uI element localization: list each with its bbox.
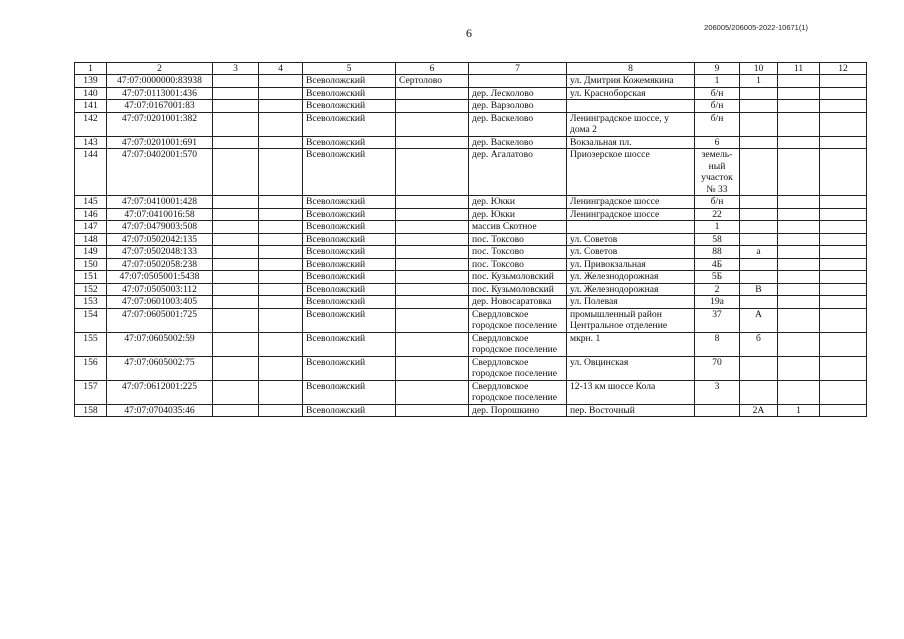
house-number-cell: 8 <box>695 332 740 356</box>
district-cell: Всеволожский <box>303 221 396 234</box>
cell-col4 <box>259 87 303 100</box>
cell-col11 <box>778 149 820 196</box>
row-number: 153 <box>75 296 107 309</box>
cell-col3 <box>213 308 259 332</box>
district-cell: Всеволожский <box>303 271 396 284</box>
table-row <box>75 246 867 259</box>
row-number: 154 <box>75 308 107 332</box>
settlement-cell: пос. Токсово <box>469 246 567 259</box>
street-cell: Ленинградское шоссе, у дома 2 <box>567 112 695 136</box>
cell-col12 <box>820 196 867 209</box>
cell-col11 <box>778 75 820 88</box>
house-number-cell <box>695 404 740 417</box>
cadastral-number: 47:07:0601003:405 <box>107 296 213 309</box>
building-cell: 2А <box>740 404 778 417</box>
settlement-cell: дер. Юкки <box>469 208 567 221</box>
cadastral-number: 47:07:0502048:133 <box>107 246 213 259</box>
town-cell <box>396 208 469 221</box>
cadastral-number: 47:07:0201001:382 <box>107 112 213 136</box>
building-cell <box>740 112 778 136</box>
town-cell <box>396 332 469 356</box>
cell-col11 <box>778 356 820 380</box>
row-number: 148 <box>75 233 107 246</box>
building-cell <box>740 208 778 221</box>
cell-col4 <box>259 332 303 356</box>
cell-col12 <box>820 233 867 246</box>
table-row <box>75 100 867 113</box>
cell-col4 <box>259 283 303 296</box>
table-row <box>75 356 867 380</box>
table-row <box>75 208 867 221</box>
cadastral-number: 47:07:0000000:83938 <box>107 75 213 88</box>
cadastral-number: 47:07:0505003:112 <box>107 283 213 296</box>
row-number: 155 <box>75 332 107 356</box>
cell-col12 <box>820 149 867 196</box>
street-cell: ул. Полевая <box>567 296 695 309</box>
town-cell <box>396 356 469 380</box>
cell-col4 <box>259 296 303 309</box>
settlement-cell: дер. Юкки <box>469 196 567 209</box>
house-number-cell: 1 <box>695 75 740 88</box>
column-header: 10 <box>740 63 778 75</box>
house-number-cell: б/н <box>695 112 740 136</box>
cell-col3 <box>213 296 259 309</box>
cell-col12 <box>820 136 867 149</box>
row-number: 142 <box>75 112 107 136</box>
table-row <box>75 283 867 296</box>
district-cell: Всеволожский <box>303 196 396 209</box>
cell-col11 <box>778 246 820 259</box>
cell-col11 <box>778 271 820 284</box>
street-cell: ул. Советов <box>567 246 695 259</box>
cell-col12 <box>820 221 867 234</box>
cell-col12 <box>820 258 867 271</box>
district-cell: Всеволожский <box>303 258 396 271</box>
column-header: 9 <box>695 63 740 75</box>
district-cell: Всеволожский <box>303 246 396 259</box>
cell-col11 <box>778 87 820 100</box>
cell-col4 <box>259 112 303 136</box>
row-number: 147 <box>75 221 107 234</box>
cell-col12 <box>820 100 867 113</box>
town-cell <box>396 380 469 404</box>
row-number: 143 <box>75 136 107 149</box>
house-number-cell: 1 <box>695 221 740 234</box>
cadastral-number: 47:07:0410001:428 <box>107 196 213 209</box>
cell-col11 <box>778 308 820 332</box>
town-cell <box>396 258 469 271</box>
town-cell <box>396 246 469 259</box>
house-number-cell: 2 <box>695 283 740 296</box>
cell-col3 <box>213 136 259 149</box>
settlement-cell: дер. Агалатово <box>469 149 567 196</box>
table-row <box>75 233 867 246</box>
cell-col4 <box>259 221 303 234</box>
town-cell <box>396 233 469 246</box>
settlement-cell: Свердловское городское поселение <box>469 356 567 380</box>
cell-col11 <box>778 208 820 221</box>
cell-col3 <box>213 149 259 196</box>
building-cell: А <box>740 308 778 332</box>
table-row <box>75 149 867 196</box>
district-cell: Всеволожский <box>303 136 396 149</box>
street-cell <box>567 221 695 234</box>
cell-col4 <box>259 404 303 417</box>
page-number: 6 <box>466 26 472 40</box>
cell-col11 <box>778 332 820 356</box>
cell-col4 <box>259 196 303 209</box>
house-number-cell: б/н <box>695 100 740 113</box>
settlement-cell: дер. Васкелово <box>469 136 567 149</box>
table-row <box>75 196 867 209</box>
table-row <box>75 112 867 136</box>
column-header: 5 <box>303 63 396 75</box>
cell-col11 <box>778 100 820 113</box>
town-cell <box>396 283 469 296</box>
cell-col3 <box>213 332 259 356</box>
town-cell <box>396 221 469 234</box>
column-header: 4 <box>259 63 303 75</box>
row-number: 144 <box>75 149 107 196</box>
house-number-cell: 37 <box>695 308 740 332</box>
cadastral-number: 47:07:0113001:436 <box>107 87 213 100</box>
cell-col4 <box>259 75 303 88</box>
house-number-cell: б/н <box>695 87 740 100</box>
house-number-cell: 19а <box>695 296 740 309</box>
house-number-cell: 3 <box>695 380 740 404</box>
cell-col3 <box>213 87 259 100</box>
town-cell: Сертолово <box>396 75 469 88</box>
cell-col3 <box>213 75 259 88</box>
settlement-cell: пос. Кузьмоловский <box>469 283 567 296</box>
building-cell <box>740 380 778 404</box>
row-number: 156 <box>75 356 107 380</box>
row-number: 158 <box>75 404 107 417</box>
cadastral-number: 47:07:0612001:225 <box>107 380 213 404</box>
cell-col4 <box>259 100 303 113</box>
town-cell <box>396 100 469 113</box>
row-number: 146 <box>75 208 107 221</box>
cell-col11: 1 <box>778 404 820 417</box>
table-row <box>75 296 867 309</box>
district-cell: Всеволожский <box>303 208 396 221</box>
settlement-cell: Свердловское городское поселение <box>469 332 567 356</box>
town-cell <box>396 271 469 284</box>
settlement-cell: дер. Порошкино <box>469 404 567 417</box>
cell-col11 <box>778 380 820 404</box>
row-number: 152 <box>75 283 107 296</box>
district-cell: Всеволожский <box>303 356 396 380</box>
district-cell: Всеволожский <box>303 112 396 136</box>
document-id: 206005/206005-2022-10671(1) <box>704 23 808 32</box>
settlement-cell: дер. Лесколово <box>469 87 567 100</box>
cell-col12 <box>820 308 867 332</box>
building-cell <box>740 100 778 113</box>
district-cell: Всеволожский <box>303 100 396 113</box>
cell-col4 <box>259 246 303 259</box>
cell-col4 <box>259 258 303 271</box>
cell-col11 <box>778 112 820 136</box>
settlement-cell: Свердловское городское поселение <box>469 308 567 332</box>
cell-col11 <box>778 258 820 271</box>
settlement-cell: пос. Кузьмоловский <box>469 271 567 284</box>
table-row <box>75 75 867 88</box>
town-cell <box>396 112 469 136</box>
cell-col12 <box>820 296 867 309</box>
street-cell: ул. Красноборская <box>567 87 695 100</box>
town-cell <box>396 136 469 149</box>
row-number: 150 <box>75 258 107 271</box>
settlement-cell: массив Скотное <box>469 221 567 234</box>
building-cell <box>740 271 778 284</box>
district-cell: Всеволожский <box>303 75 396 88</box>
cell-col12 <box>820 271 867 284</box>
building-cell <box>740 221 778 234</box>
district-cell: Всеволожский <box>303 283 396 296</box>
cell-col3 <box>213 356 259 380</box>
settlement-cell: дер. Варзолово <box>469 100 567 113</box>
column-header: 11 <box>778 63 820 75</box>
table-row <box>75 136 867 149</box>
column-header: 12 <box>820 63 867 75</box>
row-number: 145 <box>75 196 107 209</box>
street-cell: ул. Советов <box>567 233 695 246</box>
cadastral-number: 47:07:0479003:508 <box>107 221 213 234</box>
table-row <box>75 404 867 417</box>
table-row <box>75 87 867 100</box>
town-cell <box>396 87 469 100</box>
cell-col3 <box>213 283 259 296</box>
cadastral-number: 47:07:0605002:75 <box>107 356 213 380</box>
cell-col11 <box>778 136 820 149</box>
town-cell <box>396 196 469 209</box>
cadastral-number: 47:07:0502042:135 <box>107 233 213 246</box>
cadastral-number: 47:07:0201001:691 <box>107 136 213 149</box>
settlement-cell: пос. Токсово <box>469 233 567 246</box>
cadastral-number: 47:07:0605001:725 <box>107 308 213 332</box>
column-header: 8 <box>567 63 695 75</box>
row-number: 151 <box>75 271 107 284</box>
cell-col12 <box>820 283 867 296</box>
street-cell: Вокзальная пл. <box>567 136 695 149</box>
row-number: 141 <box>75 100 107 113</box>
row-number: 157 <box>75 380 107 404</box>
table-row <box>75 221 867 234</box>
district-cell: Всеволожский <box>303 87 396 100</box>
cell-col11 <box>778 221 820 234</box>
building-cell: 1 <box>740 75 778 88</box>
column-header: 2 <box>107 63 213 75</box>
cell-col12 <box>820 208 867 221</box>
cell-col12 <box>820 75 867 88</box>
column-header: 3 <box>213 63 259 75</box>
street-cell: Ленинградское шоссе <box>567 196 695 209</box>
cadastral-number: 47:07:0704035:46 <box>107 404 213 417</box>
cell-col3 <box>213 380 259 404</box>
house-number-cell: б/н <box>695 196 740 209</box>
building-cell <box>740 136 778 149</box>
column-header: 6 <box>396 63 469 75</box>
cell-col4 <box>259 380 303 404</box>
district-cell: Всеволожский <box>303 308 396 332</box>
cell-col3 <box>213 271 259 284</box>
house-number-cell: 6 <box>695 136 740 149</box>
cell-col4 <box>259 271 303 284</box>
house-number-cell: 88 <box>695 246 740 259</box>
cadastral-number: 47:07:0167001:83 <box>107 100 213 113</box>
building-cell <box>740 233 778 246</box>
town-cell <box>396 404 469 417</box>
cadastral-number: 47:07:0502058:238 <box>107 258 213 271</box>
street-cell <box>567 100 695 113</box>
cadastral-number: 47:07:0605002:59 <box>107 332 213 356</box>
cadastral-number: 47:07:0505001:5438 <box>107 271 213 284</box>
cell-col4 <box>259 208 303 221</box>
cell-col12 <box>820 246 867 259</box>
building-cell <box>740 296 778 309</box>
town-cell <box>396 296 469 309</box>
street-cell: ул. Дмитрия Кожемякина <box>567 75 695 88</box>
district-cell: Всеволожский <box>303 380 396 404</box>
building-cell <box>740 149 778 196</box>
house-number-cell: 22 <box>695 208 740 221</box>
building-cell: а <box>740 246 778 259</box>
cell-col3 <box>213 100 259 113</box>
street-cell: 12-13 км шоссе Кола <box>567 380 695 404</box>
building-cell <box>740 356 778 380</box>
settlement-cell: дер. Новосаратовка <box>469 296 567 309</box>
district-cell: Всеволожский <box>303 332 396 356</box>
cadastral-number: 47:07:0410016:58 <box>107 208 213 221</box>
district-cell: Всеволожский <box>303 296 396 309</box>
cell-col12 <box>820 380 867 404</box>
street-cell: Ленинградское шоссе <box>567 208 695 221</box>
settlement-cell: дер. Васкелово <box>469 112 567 136</box>
cell-col4 <box>259 308 303 332</box>
cell-col3 <box>213 233 259 246</box>
house-number-cell: 5Б <box>695 271 740 284</box>
house-number-cell: 58 <box>695 233 740 246</box>
street-cell: ул. Привокзальная <box>567 258 695 271</box>
cell-col3 <box>213 246 259 259</box>
cell-col12 <box>820 332 867 356</box>
house-number-cell: 70 <box>695 356 740 380</box>
settlement-cell <box>469 75 567 88</box>
cell-col3 <box>213 404 259 417</box>
cell-col12 <box>820 87 867 100</box>
cell-col4 <box>259 136 303 149</box>
street-cell: промышленный район Центральное отделение <box>567 308 695 332</box>
cell-col4 <box>259 233 303 246</box>
building-cell <box>740 196 778 209</box>
street-cell: ул. Овцинская <box>567 356 695 380</box>
cell-col11 <box>778 296 820 309</box>
row-number: 139 <box>75 75 107 88</box>
district-cell: Всеволожский <box>303 404 396 417</box>
table-row <box>75 271 867 284</box>
table-row <box>75 380 867 404</box>
cell-col11 <box>778 283 820 296</box>
house-number-cell: 4Б <box>695 258 740 271</box>
street-cell: мкрн. 1 <box>567 332 695 356</box>
town-cell <box>396 149 469 196</box>
street-cell: Приозерское шоссе <box>567 149 695 196</box>
header-row <box>75 63 867 75</box>
house-number-cell: земель-ный участок № 33 <box>695 149 740 196</box>
cell-col12 <box>820 112 867 136</box>
street-cell: ул. Железнодорожная <box>567 271 695 284</box>
table-row <box>75 258 867 271</box>
cell-col4 <box>259 149 303 196</box>
settlement-cell: Свердловское городское поселение <box>469 380 567 404</box>
district-cell: Всеволожский <box>303 149 396 196</box>
cell-col12 <box>820 404 867 417</box>
street-cell: пер. Восточный <box>567 404 695 417</box>
building-cell <box>740 87 778 100</box>
street-cell: ул. Железнодорожная <box>567 283 695 296</box>
cell-col3 <box>213 196 259 209</box>
cadastral-number: 47:07:0402001:570 <box>107 149 213 196</box>
settlement-cell: пос. Токсово <box>469 258 567 271</box>
table-row <box>75 308 867 332</box>
cell-col11 <box>778 196 820 209</box>
row-number: 140 <box>75 87 107 100</box>
cell-col3 <box>213 258 259 271</box>
building-cell <box>740 258 778 271</box>
building-cell: б <box>740 332 778 356</box>
cell-col4 <box>259 356 303 380</box>
row-number: 149 <box>75 246 107 259</box>
cell-col3 <box>213 221 259 234</box>
district-cell: Всеволожский <box>303 233 396 246</box>
registry-table <box>74 62 867 417</box>
building-cell: В <box>740 283 778 296</box>
cell-col11 <box>778 233 820 246</box>
table-row <box>75 332 867 356</box>
column-header: 7 <box>469 63 567 75</box>
cell-col3 <box>213 208 259 221</box>
cell-col12 <box>820 356 867 380</box>
column-header: 1 <box>75 63 107 75</box>
cell-col3 <box>213 112 259 136</box>
town-cell <box>396 308 469 332</box>
